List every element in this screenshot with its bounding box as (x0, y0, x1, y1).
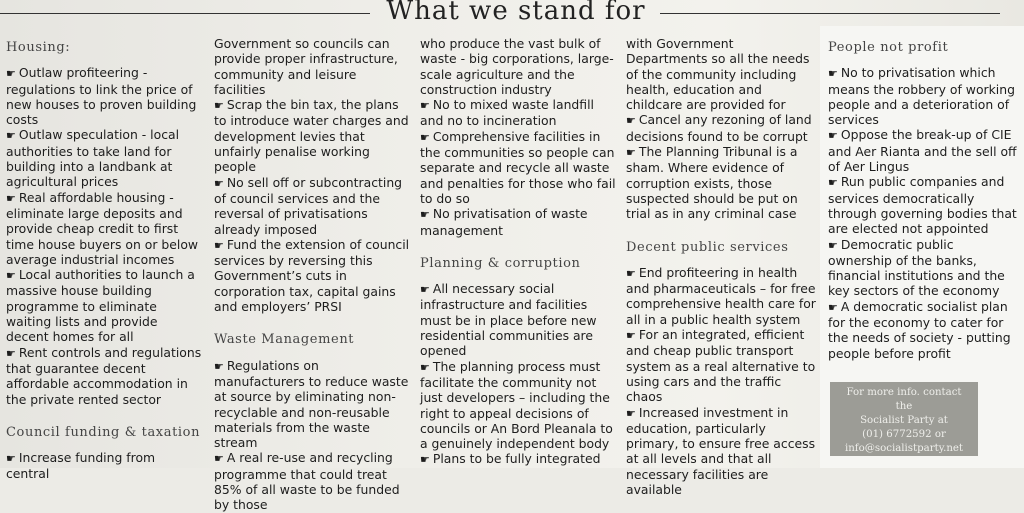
council-funding-list (6, 450, 202, 482)
section-title-public-services: Decent public services (626, 239, 789, 255)
bullet-text: Increase funding from central (6, 450, 156, 482)
bullet-text: Outlaw profiteering - regulations to link the price of new houses to proven building costs (6, 65, 197, 128)
column-2-lead: Government so councils can provide proper infrastructure, community and leisure facilities (214, 36, 398, 97)
waste-management-list (214, 358, 410, 513)
bullet-item (214, 97, 410, 174)
bullet-text: Oppose the break-up of CIE and Aer Rianta and the sell off of Aer Lingus (828, 127, 1017, 175)
bullet-item (626, 327, 816, 404)
column-1 (6, 36, 202, 482)
pointing-hand-icon: ☛ (214, 176, 224, 190)
bullet-item (420, 281, 616, 358)
pointing-hand-icon: ☛ (828, 238, 838, 252)
bullet-text: For an integrated, efficient and cheap public transport system as a real alternative to using cars and the traffic chaos (626, 327, 816, 405)
pointing-hand-icon: ☛ (420, 453, 430, 467)
bullet-item (828, 237, 1018, 299)
bullet-text: Local authorities to launch a massive house building programme to eliminate waiting lists and provide decent homes for all (6, 267, 195, 345)
contact-line-2: Socialist Party at (860, 415, 948, 426)
pointing-hand-icon: ☛ (6, 269, 16, 283)
bullet-item (420, 451, 616, 467)
pointing-hand-icon: ☛ (626, 266, 636, 280)
pointing-hand-icon: ☛ (828, 67, 838, 81)
bullet-text: Scrap the bin tax, the plans to introduce water charges and development levies that unfairly penalise working people (214, 97, 409, 175)
pointing-hand-icon: ☛ (828, 176, 838, 190)
public-services-list (626, 265, 816, 497)
pointing-hand-icon: ☛ (420, 208, 430, 222)
bullet-item (420, 206, 616, 238)
pointing-hand-icon: ☛ (6, 346, 16, 360)
pointing-hand-icon: ☛ (214, 359, 224, 373)
planning-list-cont (626, 112, 816, 221)
column-4-lead: with Government Departments so all the needs of the community including health, education and childcare are provided for (626, 36, 810, 113)
pointing-hand-icon: ☛ (626, 146, 636, 160)
pointing-hand-icon: ☛ (214, 99, 224, 113)
pointing-hand-icon: ☛ (420, 360, 430, 374)
bullet-text: Outlaw speculation - local authorities to take land for building into a landbank at agricultural prices (6, 127, 180, 190)
pointing-hand-icon: ☛ (6, 191, 16, 205)
bullet-item (214, 358, 410, 451)
pointing-hand-icon: ☛ (214, 238, 224, 252)
bullet-item (828, 127, 1018, 174)
pointing-hand-icon: ☛ (626, 329, 636, 343)
bullet-item (6, 267, 202, 344)
column-3-lead: who produce the vast bulk of waste - big corporations, large-scale agriculture and the construction industry (420, 36, 614, 97)
column-5 (828, 36, 1018, 361)
contact-email: info@socialistparty.net (844, 443, 964, 454)
header-rule-left (0, 13, 370, 14)
bullet-text: A real re-use and recycling programme that could treat 85% of all waste to be funded by those (214, 450, 400, 513)
headline: What we stand for (386, 0, 646, 26)
contact-line-1: For more info. contact the (846, 387, 962, 412)
bullet-text: All necessary social infrastructure and facilities must be in place before new residential communities are opened (420, 281, 597, 359)
bullet-text: Cancel any rezoning of land decisions found to be corrupt (626, 112, 812, 144)
pointing-hand-icon: ☛ (214, 452, 224, 466)
header-rule-right (660, 13, 1000, 14)
bullet-text: Democratic public ownership of the banks, financial institutions and the key sectors of the economy (828, 236, 1005, 299)
bullet-item (6, 190, 202, 267)
bullet-item (828, 174, 1018, 236)
bullet-text: Plans to be fully integrated (432, 451, 601, 467)
bullet-text: Rent controls and regulations that guarantee decent affordable accommodation in the private rented sector (6, 344, 202, 407)
contact-phone: (01) 6772592 or (862, 429, 946, 440)
bullet-item (420, 359, 616, 452)
housing-list (6, 65, 202, 407)
bullet-text: The Planning Tribunal is a sham. Where evidence of corruption exists, those suspected should be put on trial as in any criminal case (626, 144, 798, 222)
bullet-item (626, 265, 816, 327)
bullet-item (214, 237, 410, 314)
pointing-hand-icon: ☛ (420, 130, 430, 144)
column-4 (626, 36, 816, 497)
planning-list (420, 281, 616, 468)
bullet-item (6, 345, 202, 407)
bullet-text: No to privatisation which means the robbery of working people and a deterioration of services (828, 65, 1015, 128)
column-3 (420, 36, 616, 468)
pointing-hand-icon: ☛ (626, 406, 636, 420)
bullet-text: Increased investment in education, particularly primary, to ensure free access at all levels and that all necessary facilities are available (626, 404, 816, 498)
bullet-item (828, 65, 1018, 127)
pointing-hand-icon: ☛ (6, 67, 16, 81)
bullet-text: Comprehensive facilities in the communities so people can separate and recycle all waste and penalties for those who fail to do so (420, 128, 616, 206)
section-title-council-funding: Council funding & taxation (6, 424, 201, 440)
contact-box (830, 382, 978, 456)
bullet-item (626, 112, 816, 144)
people-not-profit-list (828, 65, 1018, 361)
bullet-item (214, 450, 410, 512)
bullet-text: No to mixed waste landfill and no to incineration (420, 97, 594, 129)
column-2 (214, 36, 410, 513)
pointing-hand-icon: ☛ (828, 300, 838, 314)
pointing-hand-icon: ☛ (828, 129, 838, 143)
section-title-people-not-profit: People not profit (828, 40, 949, 55)
bullet-text: No sell off or subcontracting of council services and the reversal of privatisations already imposed (214, 174, 403, 237)
section-title-waste-management: Waste Management (214, 332, 355, 348)
pointing-hand-icon: ☛ (6, 452, 16, 466)
bullet-text: Run public companies and services democratically through governing bodies that are elected not appointed (828, 174, 1017, 237)
pointing-hand-icon: ☛ (420, 99, 430, 113)
bullet-item (420, 97, 616, 129)
pointing-hand-icon: ☛ (420, 283, 430, 297)
bullet-text: The planning process must facilitate the community not just developers – including the right to appeal decisions of councils or An Bord Pleanala to a genuinely independent body (420, 358, 613, 452)
bullet-text: End profiteering in health and pharmaceuticals – for free comprehensive health care for all in a public health system (626, 264, 816, 327)
pointing-hand-icon: ☛ (6, 129, 16, 143)
bullet-item (626, 405, 816, 498)
bullet-item (214, 175, 410, 237)
bullet-item (6, 65, 202, 127)
bullet-item (828, 299, 1018, 361)
bullet-item (420, 129, 616, 206)
bullet-text: Real affordable housing - eliminate large deposits and provide cheap credit to first time house buyers on or below average industrial incomes (6, 189, 199, 267)
bullet-text: Fund the extension of council services by reversing this Government’s cuts in corporation tax, capital gains and employers’ PRSI (214, 236, 410, 315)
bullet-item (6, 127, 202, 189)
pointing-hand-icon: ☛ (626, 114, 636, 128)
waste-management-list-cont (420, 97, 616, 238)
bullet-item (626, 144, 816, 221)
bullet-text: A democratic socialist plan for the economy to cater for the needs of society - putting people before profit (828, 298, 1011, 361)
section-title-housing: Housing: (6, 40, 71, 55)
council-funding-list-cont (214, 97, 410, 314)
bullet-text: Regulations on manufacturers to reduce waste at source by eliminating non-recyclable and non-reusable materials from the waste stream (214, 357, 409, 451)
bullet-text: No privatisation of waste management (420, 206, 588, 238)
bullet-item (6, 450, 202, 482)
section-title-planning: Planning & corruption (420, 255, 581, 271)
